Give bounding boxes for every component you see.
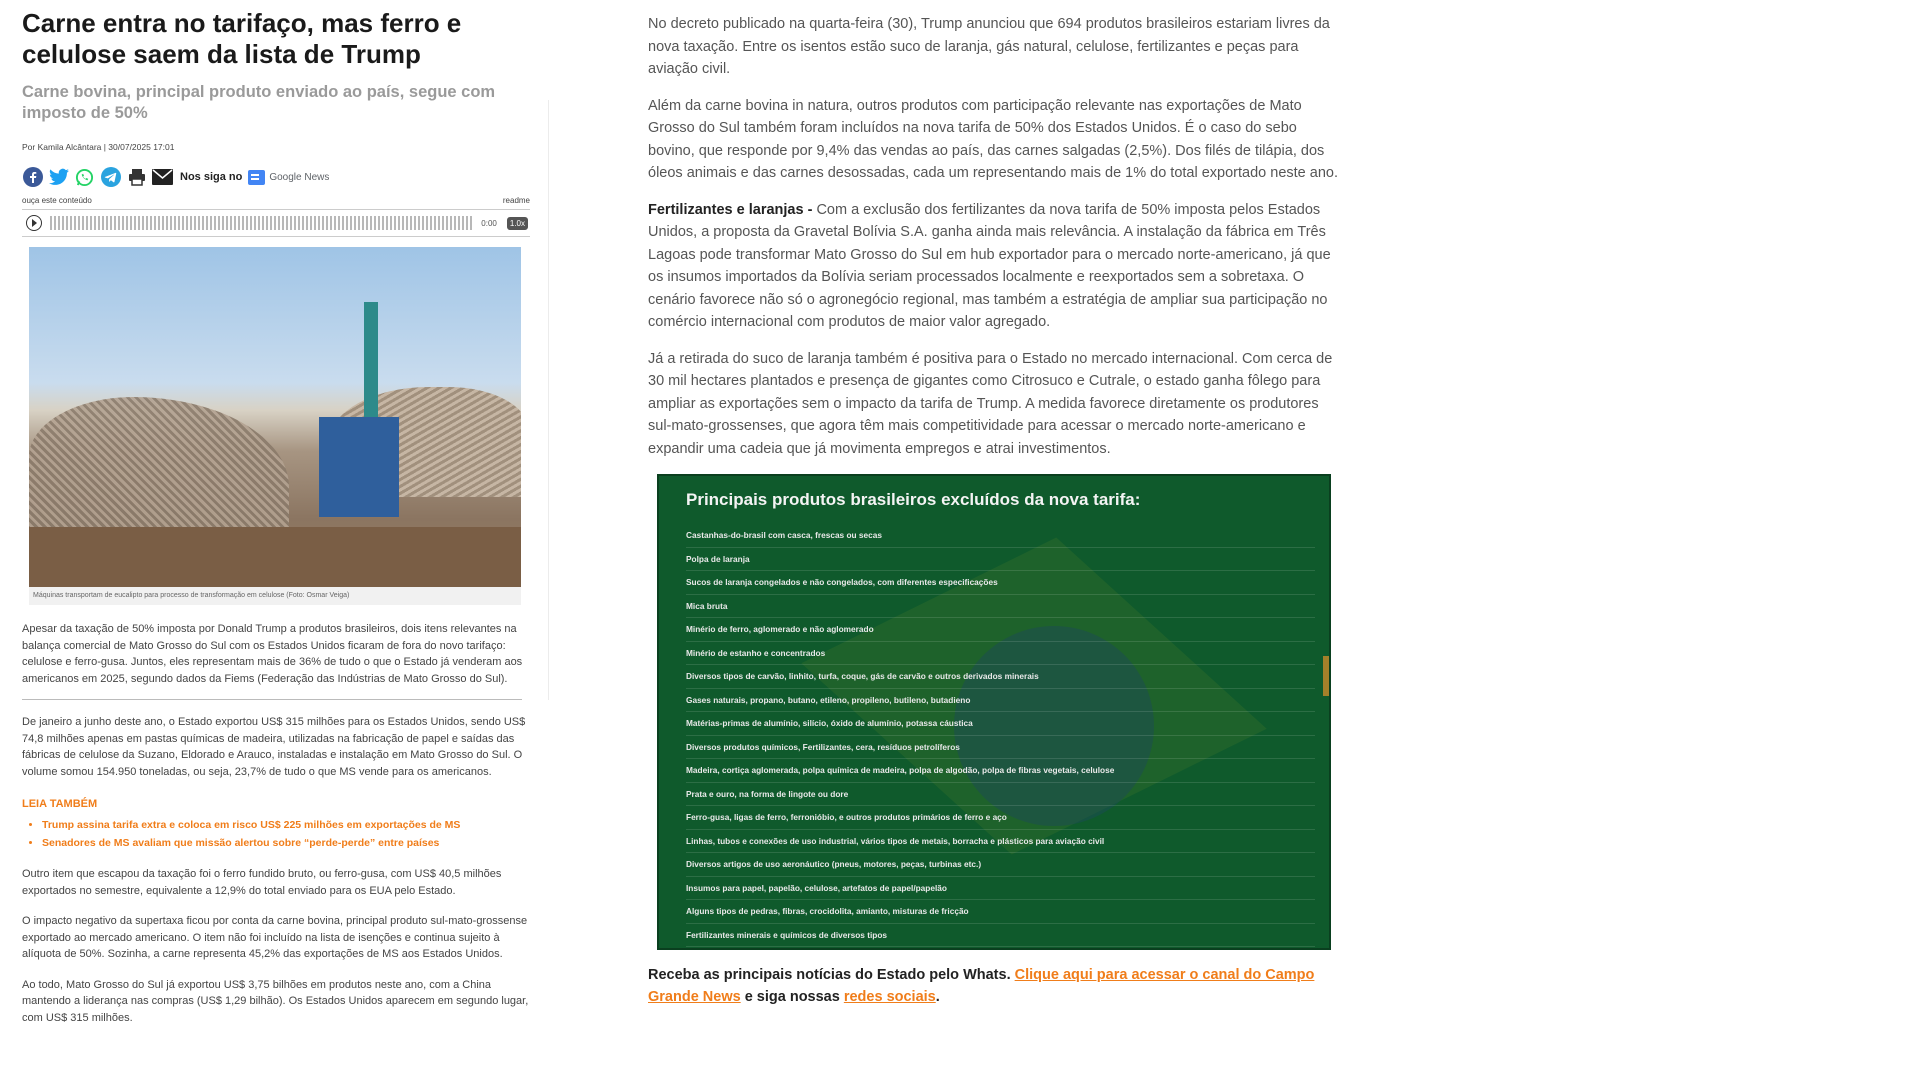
telegram-icon[interactable] xyxy=(100,167,121,188)
right-column xyxy=(648,0,1338,1008)
paragraph: O impacto negativo da supertaxa ficou por conta da carne bovina, principal produto sul-mato-grossense exportado ao mercado americano. O item não foi incluído na lista de isenções e continua sujeito à alíquota de 50%. Sozinha, a carne representa 45,2% das exportações de MS aos Estados Unidos. xyxy=(22,915,528,960)
list-item: Castanhas-do-brasil com casca, frescas ou secas xyxy=(686,524,1315,548)
audio-player xyxy=(22,209,530,237)
related-links xyxy=(22,816,534,852)
article-title: Carne entra no tarifaço, mas ferro e celulose saem da lista de Trump xyxy=(22,8,462,69)
related-link[interactable]: Senadores de MS avaliam que missão alertou sobre “perde-perde” entre países xyxy=(42,837,440,849)
byline: Por Kamila Alcântara | 30/07/2025 17:01 xyxy=(22,142,175,152)
paragraph: Além da carne bovina in natura, outros produtos com participação relevante nas exportações de Mato Grosso do Sul também foram incluídos na nova tarifa de 50% dos Estados Unidos. É o caso do sebo bovino, que responde por 9,4% das vendas ao país, das carnes salgadas (2,5%). Dos filés de tilápia, dos óleos animais e das carnes desossadas, cada um representando mais de 1% do total exportado neste ano. xyxy=(648,97,1338,181)
email-icon[interactable] xyxy=(152,167,173,188)
google-news-link[interactable] xyxy=(248,170,329,185)
paragraph: Apesar da taxação de 50% imposta por Donald Trump a produtos brasileiros, dois itens relevantes na balança comercial de Mato Grosso do Sul com os Estados Unidos ficaram de fora do novo tarifaço: celulose e ferro-gusa. Juntos, eles representam mais de 36% de tudo o que o Estado já venderam aos americanos em 2025, segundo dados da Fiems (Federação das Indústrias de Mato Grosso do Sul). xyxy=(22,623,523,685)
cta-text: Receba as principais notícias do Estado pelo Whats. xyxy=(648,967,1015,983)
section-lead: Fertilizantes e laranjas - xyxy=(648,201,817,218)
products-list xyxy=(659,524,1329,947)
paragraph: No decreto publicado na quarta-feira (30), Trump anunciou que 694 produtos brasileiros estariam livres da nova taxação. Entre os isentos estão suco de laranja, gás natural, celulose, fertilizantes e peças para aviação civil. xyxy=(648,16,1330,77)
left-body xyxy=(22,621,534,1026)
list-item: Insumos para papel, papelão, celulose, artefatos de papel/papelão xyxy=(686,877,1315,901)
print-icon[interactable] xyxy=(126,167,147,188)
related-item xyxy=(42,816,534,834)
article-photo xyxy=(29,247,521,605)
list-item: Polpa de laranja xyxy=(686,548,1315,572)
cta-text: e siga nossas xyxy=(740,989,844,1005)
related-item xyxy=(42,834,534,852)
related-link[interactable]: Trump assina tarifa extra e coloca em risco US$ 225 milhões em exportações de MS xyxy=(42,819,461,831)
whatsapp-channel-link[interactable]: Clique aqui para acessar o canal do Campo Grande News xyxy=(648,967,1315,1005)
list-item: Mica bruta xyxy=(686,595,1315,619)
photo-image xyxy=(29,247,521,587)
playback-speed-button[interactable]: 1.0x xyxy=(507,217,528,230)
google-news-icon xyxy=(248,170,265,185)
list-item: Diversos tipos de carvão, linhito, turfa, coque, gás de carvão e outros derivados minerais xyxy=(686,665,1315,689)
twitter-icon[interactable] xyxy=(48,167,69,188)
list-item: Alguns tipos de pedras, fibras, crocidolita, amianto, misturas de fricção xyxy=(686,900,1315,924)
social-media-link[interactable]: redes sociais xyxy=(843,989,936,1005)
paragraph xyxy=(648,199,1338,334)
audio-waveform[interactable] xyxy=(50,216,473,230)
share-bar xyxy=(22,166,534,188)
photo-caption: Máquinas transportam de eucalipto para processo de transformação em celulose (Foto: Osmar Veiga) xyxy=(33,592,350,599)
google-news-label: Google News xyxy=(269,171,330,183)
paragraph: Já a retirada do suco de laranja também é positiva para o Estado no mercado internacional. Com cerca de 30 mil hectares plantados e presença de gigantes como Citrosuco e Cutrale, o estado ganha fôlego para ampliar as exportações sem o impacto da tarifa de Trump. A medida favorece diretamente os produtores sul-mato-grossenses, que agora têm mais competitividade para acessar o mercado norte-americano e expandir uma cadeia que já movimenta empregos e atrai investimentos. xyxy=(648,350,1333,457)
panel-title: Principais produtos brasileiros excluídos da nova tarifa: xyxy=(686,490,1141,509)
paragraph-text: Com a exclusão dos fertilizantes da nova tarifa de 50% imposta pelos Estados Unidos, a proposta da Gravetal Bolívia S.A. ganha ainda mais relevância. A instalação da fábrica em Três Lagoas pode transformar Mato Grosso do Sul em hub exportador para o mercado norte-americano, já que os insumos importados da Bolívia seriam processados localmente e reexportados sem a sobretaxa. O cenário favorece não só o agronegócio regional, mas também a estratégia de ampliar sua participação no comércio internacional com produtos de maior valor agregado. xyxy=(648,201,1331,330)
paragraph: Ao todo, Mato Grosso do Sul já exportou US$ 3,75 bilhões em produtos neste ano, com a China mantendo a liderança nas compras (US$ 1,29 bilhão). Os Estados Unidos aparecem em segundo lugar, com US$ 315 milhões. xyxy=(22,978,529,1024)
list-item: Linhas, tubos e conexões de uso industrial, vários tipos de metais, borracha e plásticos para aviação civil xyxy=(686,830,1315,854)
list-item: Prata e ouro, na forma de lingote ou dore xyxy=(686,783,1315,807)
list-item: Diversos artigos de uso aeronáutico (pneus, motores, peças, turbinas etc.) xyxy=(686,853,1315,877)
play-icon[interactable] xyxy=(26,215,42,231)
paragraph: De janeiro a junho deste ano, o Estado exportou US$ 315 milhões para os Estados Unidos, sendo US$ 74,8 milhões apenas em pastas químicas de madeira, utilizadas na fabricação de papel e saídas das fábricas de celulose da Suzano, Eldorado e Arauco, instaladas e instalação em Mato Grosso do Sul. O volume somou 154.950 toneladas, ou seja, 23,7% de tudo o que MS vende para os americanos. xyxy=(22,716,526,778)
cta-text: . xyxy=(935,989,940,1005)
whatsapp-icon[interactable] xyxy=(74,167,95,188)
whatsapp-cta xyxy=(648,964,1338,1008)
readme-brand: readme xyxy=(502,196,530,205)
list-item: Ferro-gusa, ligas de ferro, ferronióbio, e outros produtos primários de ferro e aço xyxy=(686,806,1315,830)
list-item: Minério de estanho e concentrados xyxy=(686,642,1315,666)
paragraph: Outro item que escapou da taxação foi o ferro fundido bruto, ou ferro-gusa, com US$ 40,5 milhões exportados no semestre, equivalente a 12,9% do total enviado para os EUA pelo Estado. xyxy=(22,868,502,897)
left-column xyxy=(22,0,534,1026)
list-item: Matérias-primas de alumínio, silício, óxido de alumínio, potassa cáustica xyxy=(686,712,1315,736)
listen-label: ouça este conteúdo xyxy=(22,196,92,205)
follow-label: Nos siga no xyxy=(180,171,243,183)
list-item: Sucos de laranja congelados e não congelados, com diferentes especificações xyxy=(686,571,1315,595)
list-item: Diversos produtos químicos, Fertilizantes, cera, resíduos petrolíferos xyxy=(686,736,1315,760)
article-subtitle: Carne bovina, principal produto enviado ao país, segue com imposto de 50% xyxy=(22,83,496,122)
facebook-icon[interactable] xyxy=(22,167,43,188)
column-divider xyxy=(548,100,549,700)
list-item: Madeira, cortiça aglomerada, polpa química de madeira, polpa de algodão, polpa de fibras vegetais, celulose xyxy=(686,759,1315,783)
excluded-products-panel xyxy=(657,474,1331,950)
audio-time: 0:00 xyxy=(481,218,497,228)
list-item: Minério de ferro, aglomerado e não aglomerado xyxy=(686,618,1315,642)
list-item: Gases naturais, propano, butano, etileno, propileno, butileno, butadieno xyxy=(686,689,1315,713)
audio-header xyxy=(22,196,530,205)
related-heading: LEIA TAMBÉM xyxy=(22,798,98,810)
divider xyxy=(22,699,522,700)
list-item: Fertilizantes minerais e químicos de diversos tipos xyxy=(686,924,1315,948)
